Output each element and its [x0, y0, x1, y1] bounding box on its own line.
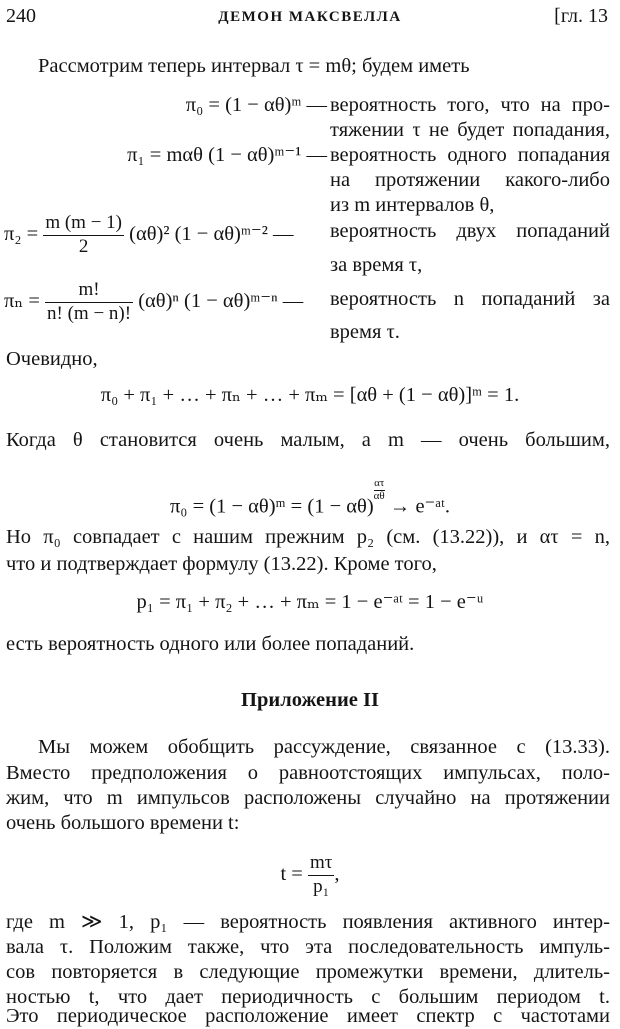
limit-formula-lhs: π₀ = (1 − αθ)ᵐ = (1 − αθ) — [169, 495, 374, 518]
desc-pin-line2: время τ. — [330, 321, 400, 343]
t-formula-fraction — [308, 852, 334, 899]
p1-text: есть вероятность одного или более попаданий. — [6, 633, 415, 655]
chapter-marker: [гл. 13 — [554, 5, 608, 27]
formula-pi2-rhs: (αθ)² (1 − αθ)ᵐ⁻² — — [129, 223, 294, 245]
formula-pin-fraction — [45, 279, 133, 326]
para1-line1: Мы можем обобщить рассуждение, связанное с (13.33). — [38, 736, 610, 758]
formula-pi2-numerator: m (m − 1) — [43, 212, 124, 236]
formula-pin-numerator: m! — [45, 279, 133, 303]
p1-formula: p₁ = π₁ + π₂ + … + πₘ = 1 − e⁻ᵃᵗ = 1 − e⁻ᵘ — [136, 591, 484, 613]
formula-pin-rhs: (αθ)ⁿ (1 − αθ)ᵐ⁻ⁿ — — [138, 290, 304, 312]
t-formula-numerator: mτ — [308, 852, 334, 876]
para2-line5: Это периодическое расположение имеет спектр с частотами — [6, 1005, 610, 1027]
desc-pin-line1: вероятность n попаданий за — [330, 288, 610, 310]
intro-line: Рассмотрим теперь интервал τ = mθ; будем иметь — [38, 55, 470, 77]
limit-formula-rhs: → e⁻ᵃᵗ. — [389, 495, 451, 518]
formula-pi2-denominator: 2 — [78, 235, 89, 257]
desc-pi0-line1: вероятность того, что на про- — [330, 94, 610, 116]
formula-pin — [4, 279, 303, 326]
formula-pi1: π₁ = mαθ (1 − αθ)ᵐ⁻¹ — — [127, 144, 327, 166]
desc-pi2-line2: за время τ, — [330, 254, 423, 276]
formula-pi2 — [4, 212, 294, 259]
formula-pin-lhs: πₙ = — [4, 290, 40, 312]
formula-pi2-lhs: π₂ = — [4, 223, 39, 245]
desc-pi1-line1: вероятность одного попадания — [330, 144, 610, 166]
formula-pi0: π₀ = (1 − αθ)ᵐ — — [185, 94, 327, 116]
desc-pi1-line3: из m интервалов θ, — [330, 194, 495, 216]
limit-exponent-denominator: αθ — [373, 489, 385, 502]
para1-line3: жим, что m импульсов расположены случайно на протяжении — [6, 787, 610, 809]
limit-exponent-numerator: ατ — [374, 477, 385, 489]
para2-line4: ностью t, что дает периодичность с большим периодом t. — [6, 986, 610, 1008]
para1-line4: очень большого времени t: — [6, 812, 240, 834]
appendix-title: Приложение II — [241, 689, 379, 711]
t-formula — [0, 852, 620, 899]
formula-pin-denominator: n! (m − n)! — [47, 302, 132, 324]
limit-exponent-fraction — [374, 478, 385, 502]
sum-formula: π₀ + π₁ + … + πₙ + … + πₘ = [αθ + (1 − αθ)]ᵐ = 1. — [100, 384, 520, 406]
formula-pi2-fraction — [43, 212, 124, 259]
para2-line3: сов повторяется в следующие промежутки времени, длитель- — [6, 961, 610, 983]
running-title: ДЕМОН МАКСВЕЛЛА — [218, 9, 402, 25]
para2-line2: вала τ. Положим также, что эта последовательность импуль- — [6, 936, 610, 958]
desc-pi1-line2: на протяжении какого-либо — [330, 169, 610, 191]
t-formula-tail: , — [334, 863, 340, 885]
obviously-line: Очевидно, — [6, 348, 98, 370]
t-formula-lhs: t = — [280, 863, 303, 885]
compare-line2: что и подтверждает формулу (13.22). Кроме того, — [6, 553, 437, 575]
limit-formula — [0, 478, 620, 519]
para1-line2: Вместо предположения о равноотстоящих импульсах, поло- — [6, 762, 610, 784]
page-number: 240 — [6, 5, 36, 27]
compare-line1: Но π₀ совпадает с нашим прежним p₂ (см. (13.22)), и ατ = n, — [6, 526, 610, 548]
para2-line1: где m ≫ 1, p₁ — вероятность появления активного интер- — [6, 911, 610, 933]
t-formula-denominator: p₁ — [313, 875, 330, 897]
desc-pi0-line2: тяжении τ не будет попадания, — [330, 119, 610, 141]
desc-pi2-line1: вероятность двух попаданий — [330, 220, 610, 242]
limit-text: Когда θ становится очень малым, а m — очень большим, — [6, 429, 610, 451]
